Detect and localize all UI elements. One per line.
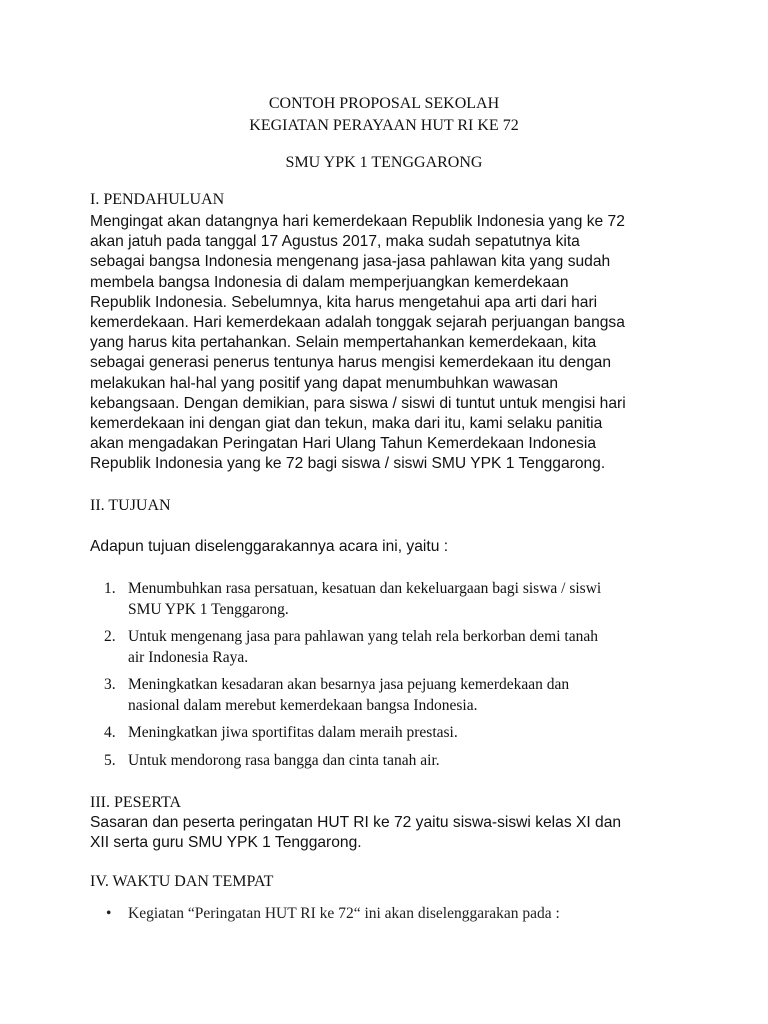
text-line: sebagai generasi penerus tentunya harus mengisi kemerdekaan itu dengan — [90, 354, 612, 372]
pendahuluan-paragraph — [90, 212, 685, 475]
list-item-line: Meningkatkan jiwa sportifitas dalam meraih prestasi. — [128, 724, 458, 741]
tujuan-list — [104, 579, 664, 771]
text-line: melakukan hal-hal yang positif yang dapat menumbuhkan wawasan — [90, 374, 559, 392]
title-line-1: CONTOH PROPOSAL SEKOLAH — [268, 95, 500, 112]
section-heading-waktu: IV. WAKTU DAN TEMPAT — [90, 873, 274, 890]
text-line: membela bangsa Indonesia di dalam memperjuangkan kemerdekaan — [90, 273, 569, 291]
list-item — [104, 579, 664, 620]
list-item-line: Untuk mendorong rasa bangga dan cinta tanah air. — [128, 751, 440, 769]
list-item — [104, 675, 664, 716]
document-title — [0, 93, 768, 137]
list-item-line: Meningkatkan kesadaran akan besarnya jasa pejuang kemerdekaan dan — [128, 676, 570, 693]
text-line: Sasaran dan peserta peringatan HUT RI ke 72 yaitu siswa-siswi kelas XI dan — [90, 814, 622, 831]
text-line: akan mengadakan Peringatan Hari Ulang Tahun Kemerdekaan Indonesia — [90, 435, 596, 453]
list-item — [104, 627, 664, 668]
text-line: Mengingat akan datangnya hari kemerdekaan Republik Indonesia yang ke 72 — [90, 213, 625, 230]
list-item-line: Menumbuhkan rasa persatuan, kesatuan dan kekeluargaan bagi siswa / siswi — [128, 580, 602, 597]
text-line: Republik Indonesia. Sebelumnya, kita harus mengetahui apa arti dari hari — [90, 293, 598, 311]
peserta-paragraph — [90, 813, 685, 853]
list-item — [104, 723, 664, 744]
text-line: sebagai bangsa Indonesia mengenang jasa-jasa pahlawan kita yang sudah — [90, 253, 611, 271]
bullet-text: Kegiatan “Peringatan HUT RI ke 72“ ini akan diselenggarakan pada : — [128, 905, 560, 922]
list-item — [104, 751, 664, 772]
text-line: kemerdekaan ini dengan giat dan tekun, maka dari itu, kami selaku panitia — [90, 415, 603, 433]
section-heading-pendahuluan: I. PENDAHULUAN — [90, 191, 225, 208]
text-line: kebangsaan. Dengan demikian, para siswa / siswi di tuntut untuk mengisi hari — [90, 394, 626, 412]
list-number: 2. — [104, 628, 116, 645]
list-number: 5. — [104, 751, 116, 769]
text-line: kemerdekaan. Hari kemerdekaan adalah tonggak sejarah perjuangan bangsa — [90, 314, 625, 332]
list-item-line: Untuk mengenang jasa para pahlawan yang telah rela berkorban demi tanah — [128, 628, 598, 645]
section-heading-peserta: III. PESERTA — [90, 794, 182, 811]
list-item-line: air Indonesia Raya. — [128, 648, 249, 666]
title-line-2: KEGIATAN PERAYAAN HUT RI KE 72 — [249, 117, 519, 134]
list-item-line: nasional dalam merebut kemerdekaan bangsa Indonesia. — [128, 696, 478, 714]
list-item-line: SMU YPK 1 Tenggarong. — [128, 600, 289, 618]
text-line: Republik Indonesia yang ke 72 bagi siswa / siswi SMU YPK 1 Tenggarong. — [90, 455, 606, 473]
list-number: 1. — [104, 580, 116, 597]
bullet-icon: • — [106, 905, 112, 922]
text-line: XII serta guru SMU YPK 1 Tenggarong. — [90, 834, 362, 852]
list-number: 4. — [104, 724, 116, 741]
text-line: yang harus kita pertahankan. Selain mempertahankan kemerdekaan, kita — [90, 334, 597, 352]
text-line: akan jatuh pada tanggal 17 Agustus 2017, maka sudah sepatutnya kita — [90, 233, 580, 251]
list-number: 3. — [104, 676, 116, 693]
tujuan-intro: Adapun tujuan diselenggarakannya acara ini, yaitu : — [90, 538, 449, 555]
school-name: SMU YPK 1 TENGGARONG — [285, 154, 483, 171]
section-heading-tujuan: II. TUJUAN — [90, 497, 171, 514]
